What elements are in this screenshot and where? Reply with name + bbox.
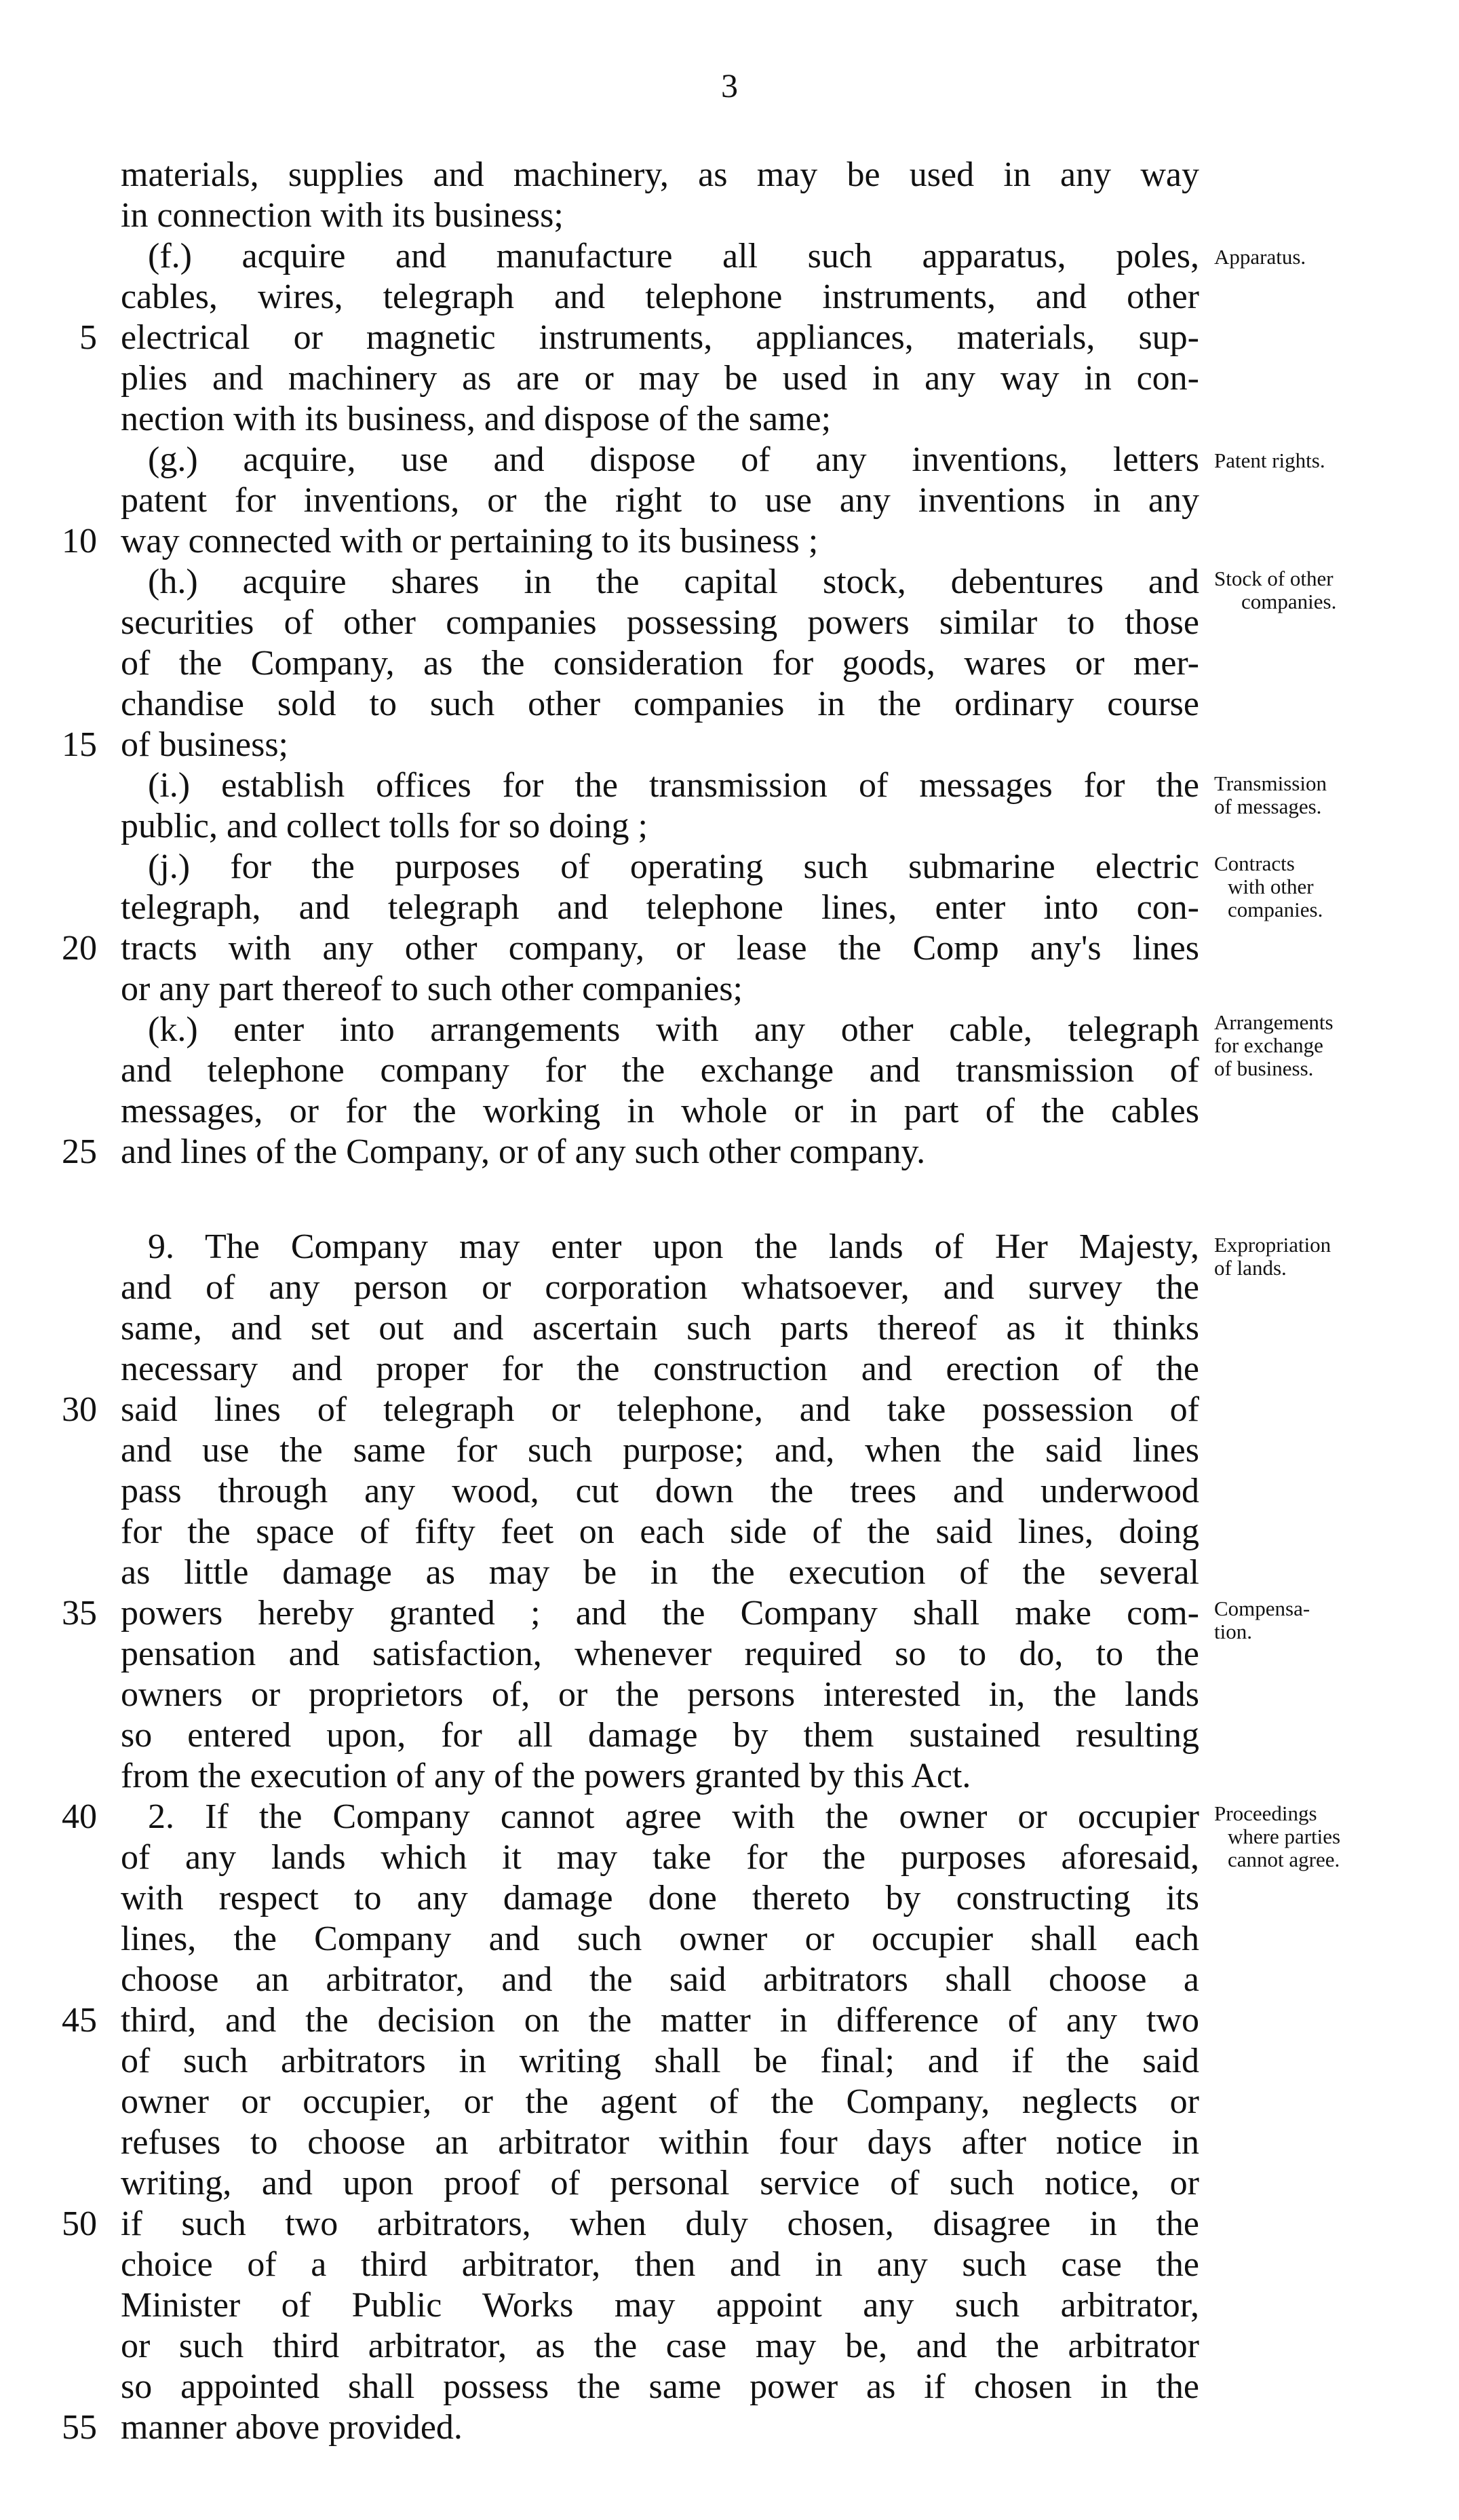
margin-note-line: cannot agree. [1228, 1848, 1340, 1871]
text-line: with respect to any damage done thereto by constructing its [121, 1879, 1199, 1917]
text-line: necessary and proper for the construction and erection of the [121, 1350, 1199, 1388]
text-line: so appointed shall possess the same power as if chosen in the [121, 2367, 1199, 2406]
text-line: 2. If the Company cannot agree with the owner or occupier [148, 1797, 1199, 1836]
margin-note-compensation [1214, 1597, 1445, 1643]
text-line: plies and machinery as are or may be used in any way in con- [121, 359, 1199, 398]
text-line: of business; [121, 725, 288, 764]
margin-note-stock [1214, 567, 1445, 613]
margin-note-line: companies. [1241, 590, 1337, 613]
line-number: 40 [62, 1797, 97, 1836]
text-line: as little damage as may be in the execution of the several [121, 1553, 1199, 1592]
text-line: manner above provided. [121, 2408, 463, 2447]
margin-note-line: Stock of other [1214, 567, 1334, 590]
margin-note-line: tion. [1214, 1620, 1252, 1643]
margin-note-transmission [1214, 772, 1445, 818]
text-line: choice of a third arbitrator, then and in any such case the [121, 2245, 1199, 2284]
margin-note-line: where parties [1228, 1825, 1341, 1848]
text-line: if such two arbitrators, when duly chosen, disagree in the [121, 2204, 1199, 2243]
margin-note-line: Contracts [1214, 852, 1295, 875]
text-line: choose an arbitrator, and the said arbitrators shall choose a [121, 1960, 1199, 1999]
text-line: (h.) acquire shares in the capital stock, debentures and [148, 562, 1199, 601]
margin-note-contracts [1214, 852, 1445, 921]
text-line: of such arbitrators in writing shall be final; and if the said [121, 2042, 1199, 2080]
line-number: 20 [62, 929, 97, 968]
text-line: pensation and satisfaction, whenever required so to do, to the [121, 1635, 1199, 1673]
margin-note-line: Arrangements [1214, 1010, 1334, 1034]
line-number: 15 [62, 725, 97, 764]
line-number: 10 [62, 522, 97, 560]
margin-note-line: Apparatus. [1214, 245, 1306, 269]
text-line: pass through any wood, cut down the trees and underwood [121, 1472, 1199, 1510]
text-line: owner or occupier, or the agent of the Company, neglects or [121, 2082, 1199, 2121]
text-line: of the Company, as the consideration for goods, wares or mer- [121, 644, 1199, 683]
line-number: 45 [62, 2001, 97, 2040]
margin-note-line: of lands. [1214, 1256, 1287, 1280]
text-line: (k.) enter into arrangements with any other cable, telegraph [148, 1010, 1199, 1049]
text-line: lines, the Company and such owner or occupier shall each [121, 1920, 1199, 1958]
margin-note-line: Patent rights. [1214, 448, 1325, 472]
margin-note-line: of messages. [1214, 795, 1322, 818]
margin-note-proceedings [1214, 1802, 1445, 1871]
margin-note-expropriation [1214, 1234, 1445, 1280]
text-line: and telephone company for the exchange and transmission of [121, 1051, 1199, 1090]
text-line: telegraph, and telegraph and telephone lines, enter into con- [121, 888, 1199, 927]
text-line: or any part thereof to such other companies; [121, 970, 743, 1008]
text-line: materials, supplies and machinery, as may be used in any way [121, 155, 1199, 194]
text-line: or such third arbitrator, as the case may be, and the arbitrator [121, 2327, 1199, 2365]
text-line: (g.) acquire, use and dispose of any inventions, letters [148, 440, 1199, 479]
text-line: powers hereby granted ; and the Company shall make com- [121, 1594, 1199, 1633]
margin-note-line: Expropriation [1214, 1233, 1331, 1257]
text-line: third, and the decision on the matter in difference of any two [121, 2001, 1199, 2040]
text-line: from the execution of any of the powers granted by this Act. [121, 1757, 971, 1795]
text-line: messages, or for the working in whole or in part of the cables [121, 1092, 1199, 1130]
text-line: tracts with any other company, or lease the Comp any's lines [121, 929, 1199, 968]
margin-note-line: Proceedings [1214, 1801, 1317, 1825]
margin-note-apparatus [1214, 246, 1445, 269]
line-number: 30 [62, 1390, 97, 1429]
page-number: 3 [721, 66, 738, 104]
line-number: 50 [62, 2204, 97, 2243]
line-number: 35 [62, 1594, 97, 1633]
text-line: nection with its business, and dispose of the same; [121, 400, 832, 438]
text-line: of any lands which it may take for the purposes aforesaid, [121, 1838, 1199, 1877]
margin-note-line: for exchange [1214, 1033, 1323, 1057]
text-line: (f.) acquire and manufacture all such apparatus, poles, [148, 237, 1199, 275]
section-heading-line: 9. The Company may enter upon the lands of Her Majesty, [148, 1227, 1199, 1266]
text-line: so entered upon, for all damage by them sustained resulting [121, 1716, 1199, 1755]
text-line: way connected with or pertaining to its business ; [121, 522, 819, 560]
line-number: 55 [62, 2408, 97, 2447]
margin-note-line: Transmission [1214, 771, 1327, 795]
text-line: public, and collect tolls for so doing ; [121, 807, 648, 845]
margin-note-patent-rights [1214, 449, 1445, 472]
text-line: and of any person or corporation whatsoever, and survey the [121, 1268, 1199, 1307]
margin-note-line: with other [1228, 875, 1314, 898]
text-line: writing, and upon proof of personal service of such notice, or [121, 2164, 1199, 2202]
text-line: Minister of Public Works may appoint any such arbitrator, [121, 2286, 1199, 2325]
text-line: refuses to choose an arbitrator within four days after notice in [121, 2123, 1199, 2162]
text-line: securities of other companies possessing powers similar to those [121, 603, 1199, 642]
text-line: and use the same for such purpose; and, when the said lines [121, 1431, 1199, 1470]
line-number: 5 [79, 318, 97, 357]
text-line: for the space of fifty feet on each side of the said lines, doing [121, 1512, 1199, 1551]
margin-note-arrangements [1214, 1011, 1445, 1080]
text-line: said lines of telegraph or telephone, and take possession of [121, 1390, 1199, 1429]
text-line: (j.) for the purposes of operating such submarine electric [148, 847, 1199, 886]
text-line: same, and set out and ascertain such parts thereof as it thinks [121, 1309, 1199, 1348]
margin-note-line: Compensa- [1214, 1597, 1310, 1620]
margin-note-line: of business. [1214, 1056, 1314, 1080]
text-line: cables, wires, telegraph and telephone instruments, and other [121, 278, 1199, 316]
text-line: patent for inventions, or the right to use any inventions in any [121, 481, 1199, 520]
text-line: owners or proprietors of, or the persons interested in, the lands [121, 1675, 1199, 1714]
margin-note-line: companies. [1228, 898, 1323, 921]
text-line: and lines of the Company, or of any such other company. [121, 1132, 926, 1171]
text-line: chandise sold to such other companies in the ordinary course [121, 685, 1199, 723]
line-number: 25 [62, 1132, 97, 1171]
text-line: (i.) establish offices for the transmission of messages for the [148, 766, 1199, 805]
text-line: in connection with its business; [121, 196, 564, 235]
text-line: electrical or magnetic instruments, appliances, materials, sup- [121, 318, 1199, 357]
